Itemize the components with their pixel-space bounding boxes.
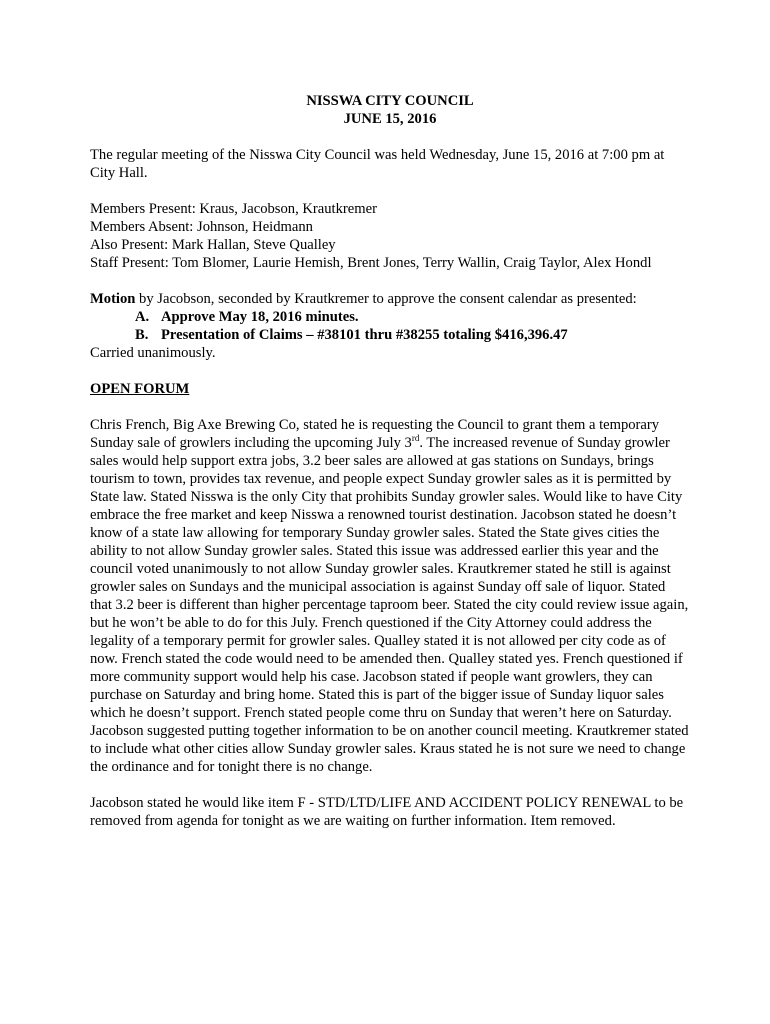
spacer	[90, 398, 690, 416]
motion-result: Carried unanimously.	[90, 345, 216, 361]
spacer	[90, 362, 690, 380]
document-page	[90, 92, 690, 830]
motion-text: by Jacobson, seconded by Krautkremer to approve the consent calendar as presented:	[135, 291, 637, 307]
agenda-removal-paragraph: Jacobson stated he would like item F - STD/LTD/LIFE AND ACCIDENT POLICY RENEWAL to be removed from agenda for tonight as we are waiting on further information. Item removed.	[90, 795, 684, 829]
members-present: Members Present: Kraus, Jacobson, Krautkremer	[90, 201, 377, 217]
open-forum-heading: OPEN FORUM	[90, 381, 190, 397]
forum-text-part1: Chris French, Big Axe Brewing Co, stated he is requesting the Council to grant them a temporary Sunday sale of growlers including the upcoming July 3	[90, 417, 660, 451]
consent-item-text: Approve May 18, 2016 minutes.	[161, 309, 359, 325]
spacer	[90, 272, 690, 290]
consent-item	[90, 308, 690, 326]
open-forum-paragraph	[90, 416, 690, 776]
document-title: NISSWA CITY COUNCIL	[306, 93, 474, 109]
consent-item-text: Presentation of Claims – #38101 thru #38255 totaling $416,396.47	[161, 327, 568, 343]
consent-item-letter: A.	[135, 309, 150, 325]
spacer	[90, 128, 690, 146]
motion-label: Motion	[90, 291, 136, 307]
spacer	[90, 182, 690, 200]
forum-text-part2: . The increased revenue of Sunday growler sales would help support extra jobs, 3.2 beer sales are allowed at gas stations on Sundays, brings tourism to town, provides tax revenue, and people expect Sunday growler sales as it is permitted by State law. Stated Nisswa is the only City that prohibits Sunday growler sales. Would like to have City embrace the free market and keep Nisswa a renowned tourist destination. Jacobson stated he doesn’t know of a state law allowing for temporary Sunday growler sales. Stated the State gives cities the ability to not allow Sunday growler sales. Stated this issue was addressed earlier this year and the council voted unanimously to not allow Sunday growler sales. Krautkremer stated he still is against growler sales on Sundays and the municipal association is against Sunday off sale of liquor. Stated that 3.2 beer is different than higher percentage taproom beer. Stated the city could review issue again, but he won’t be able to do for this July. French questioned if the City Attorney could address the legality of a temporary permit for growler sales. Qualley stated it is not allowed per city code as of now. French stated the code would need to be amended then. Qualley stated yes. French questioned if more community support would help his case. Jacobson stated if people want growlers, they can purchase on Saturday and bring home. Stated this is part of the bigger issue of Sunday liquor sales which he doesn’t support. French stated people come thru on Sunday that weren’t here on Saturday. Jacobson suggested putting together information to be on another council meeting. Krautkremer stated to include what other cities allow Sunday growler sales. Kraus stated he is not sure we need to change the ordinance and for tonight there is no change.	[90, 435, 689, 775]
consent-item	[90, 326, 690, 344]
staff-present: Staff Present: Tom Blomer, Laurie Hemish, Brent Jones, Terry Wallin, Craig Taylor, Alex Hondl	[90, 255, 652, 271]
intro-paragraph: The regular meeting of the Nisswa City Council was held Wednesday, June 15, 2016 at 7:00 pm at City Hall.	[90, 147, 665, 181]
consent-items-list	[90, 308, 690, 344]
ordinal-suffix: rd	[411, 433, 420, 444]
document-date: JUNE 15, 2016	[343, 111, 437, 127]
consent-item-letter: B.	[135, 327, 149, 343]
members-absent: Members Absent: Johnson, Heidmann	[90, 219, 313, 235]
spacer	[90, 776, 690, 794]
also-present: Also Present: Mark Hallan, Steve Qualley	[90, 237, 336, 253]
motion-paragraph	[90, 290, 690, 308]
